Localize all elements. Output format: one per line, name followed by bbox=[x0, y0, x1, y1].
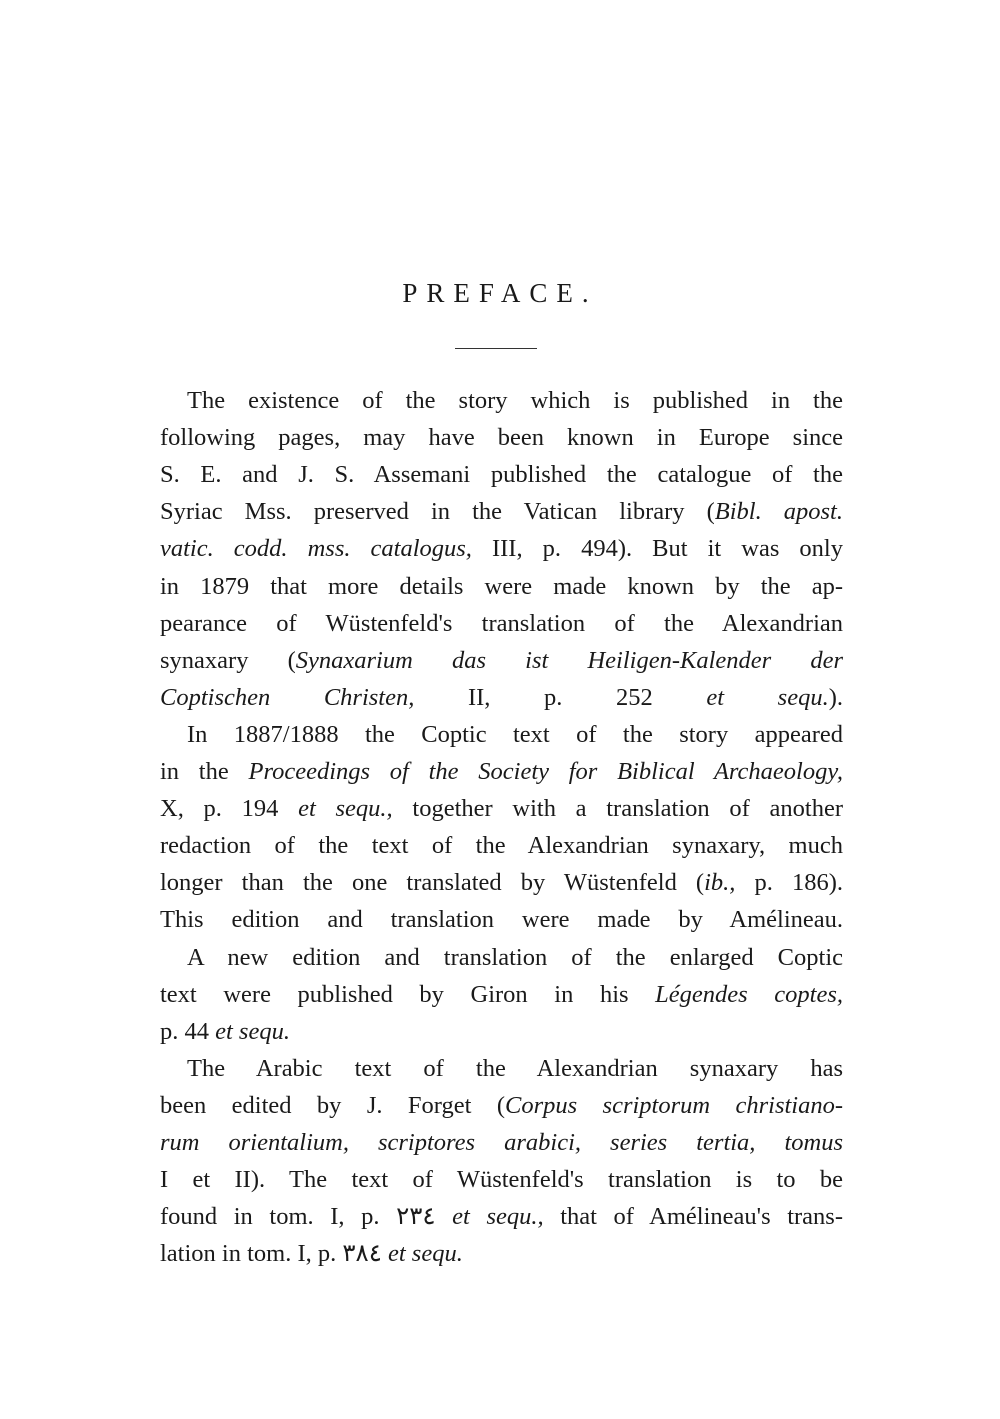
text-segment: found in tom. I, p. ٢٣٤ bbox=[160, 1203, 453, 1231]
italic-text: et sequ., bbox=[452, 1203, 544, 1231]
text-segment: In 1887/1888 the Coptic text of the story appeared bbox=[187, 720, 843, 748]
text-line bbox=[160, 423, 843, 453]
text-segment: p. 186). bbox=[735, 869, 843, 897]
italic-text: Proceedings of the Society for Biblical Archaeology, bbox=[248, 758, 843, 785]
text-segment: lation in tom. I, p. ٣٨٤ bbox=[160, 1240, 388, 1268]
text-segment: II, p. 252 bbox=[414, 683, 707, 711]
italic-text: et sequ., bbox=[298, 795, 393, 823]
text-line bbox=[160, 794, 843, 824]
page-title: PREFACE. bbox=[402, 278, 598, 308]
text-segment: together with a translation of another bbox=[392, 795, 843, 823]
text-line bbox=[187, 720, 843, 750]
text-line bbox=[160, 1239, 843, 1269]
italic-text: Bibl. apost. bbox=[714, 498, 843, 526]
text-line bbox=[160, 1017, 843, 1047]
text-segment: p. 44 bbox=[160, 1017, 216, 1045]
italic-text: et sequ. bbox=[706, 683, 829, 711]
text-segment: following pages, may have been known in Europe since bbox=[160, 424, 843, 452]
text-line bbox=[160, 1202, 843, 1232]
text-segment: ). bbox=[828, 683, 843, 711]
text-line bbox=[160, 534, 843, 564]
text-line bbox=[160, 757, 843, 787]
text-line bbox=[160, 1091, 843, 1121]
text-segment: I et II). The text of Wüstenfeld's translation is to be bbox=[160, 1166, 843, 1194]
italic-text: Synaxarium das ist Heiligen-Kalender der bbox=[295, 646, 843, 674]
text-segment: The existence of the story which is published in the bbox=[187, 387, 843, 414]
text-segment: synaxary ( bbox=[160, 646, 296, 674]
italic-text: vatic. codd. mss. catalogus, bbox=[160, 535, 472, 563]
italic-text: Légendes coptes, bbox=[655, 980, 844, 1008]
text-line bbox=[160, 1128, 843, 1158]
text-segment: in 1879 that more details were made known by the ap- bbox=[160, 572, 843, 600]
italic-text: et sequ. bbox=[387, 1240, 463, 1268]
text-segment: X, p. 194 bbox=[160, 795, 299, 823]
text-line bbox=[187, 943, 843, 973]
text-line bbox=[187, 386, 843, 416]
title-divider bbox=[455, 348, 537, 349]
text-line bbox=[160, 683, 843, 713]
text-segment: A new edition and translation of the enlarged Coptic bbox=[187, 943, 843, 971]
text-line bbox=[160, 868, 843, 898]
text-line bbox=[160, 609, 843, 639]
text-segment: in the bbox=[160, 758, 249, 785]
text-segment: been edited by J. Forget ( bbox=[160, 1091, 505, 1119]
text-line bbox=[160, 460, 843, 490]
text-line bbox=[160, 831, 843, 861]
text-line bbox=[160, 646, 843, 676]
text-segment: S. E. and J. S. Assemani published the catalogue of the bbox=[160, 461, 843, 489]
text-line bbox=[160, 905, 843, 935]
text-segment: This edition and translation were made by Amélineau. bbox=[160, 906, 843, 934]
text-segment: that of Amélineau's trans- bbox=[543, 1203, 843, 1231]
text-line bbox=[160, 572, 843, 602]
text-segment: redaction of the text of the Alexandrian synaxary, much bbox=[160, 832, 843, 860]
text-line bbox=[160, 980, 843, 1010]
italic-text: ib., bbox=[704, 869, 736, 897]
text-segment: III, p. 494). But it was only bbox=[471, 535, 843, 563]
text-segment: The Arabic text of the Alexandrian synaxary has bbox=[187, 1054, 843, 1082]
text-segment: text were published by Giron in his bbox=[160, 980, 656, 1008]
text-line bbox=[160, 497, 843, 527]
text-segment: longer than the one translated by Wüstenfeld ( bbox=[160, 869, 705, 897]
italic-text: rum orientalium, scriptores arabici, series tertia, tomus bbox=[160, 1129, 843, 1156]
text-segment: pearance of Wüstenfeld's translation of the Alexandrian bbox=[160, 609, 843, 637]
text-segment: Syriac Mss. preserved in the Vatican library ( bbox=[160, 498, 715, 526]
text-line bbox=[187, 1054, 843, 1084]
text-line bbox=[160, 1165, 843, 1195]
italic-text: Corpus scriptorum christiano- bbox=[504, 1091, 844, 1119]
italic-text: Coptischen Christen, bbox=[160, 683, 415, 711]
italic-text: et sequ. bbox=[215, 1017, 290, 1045]
